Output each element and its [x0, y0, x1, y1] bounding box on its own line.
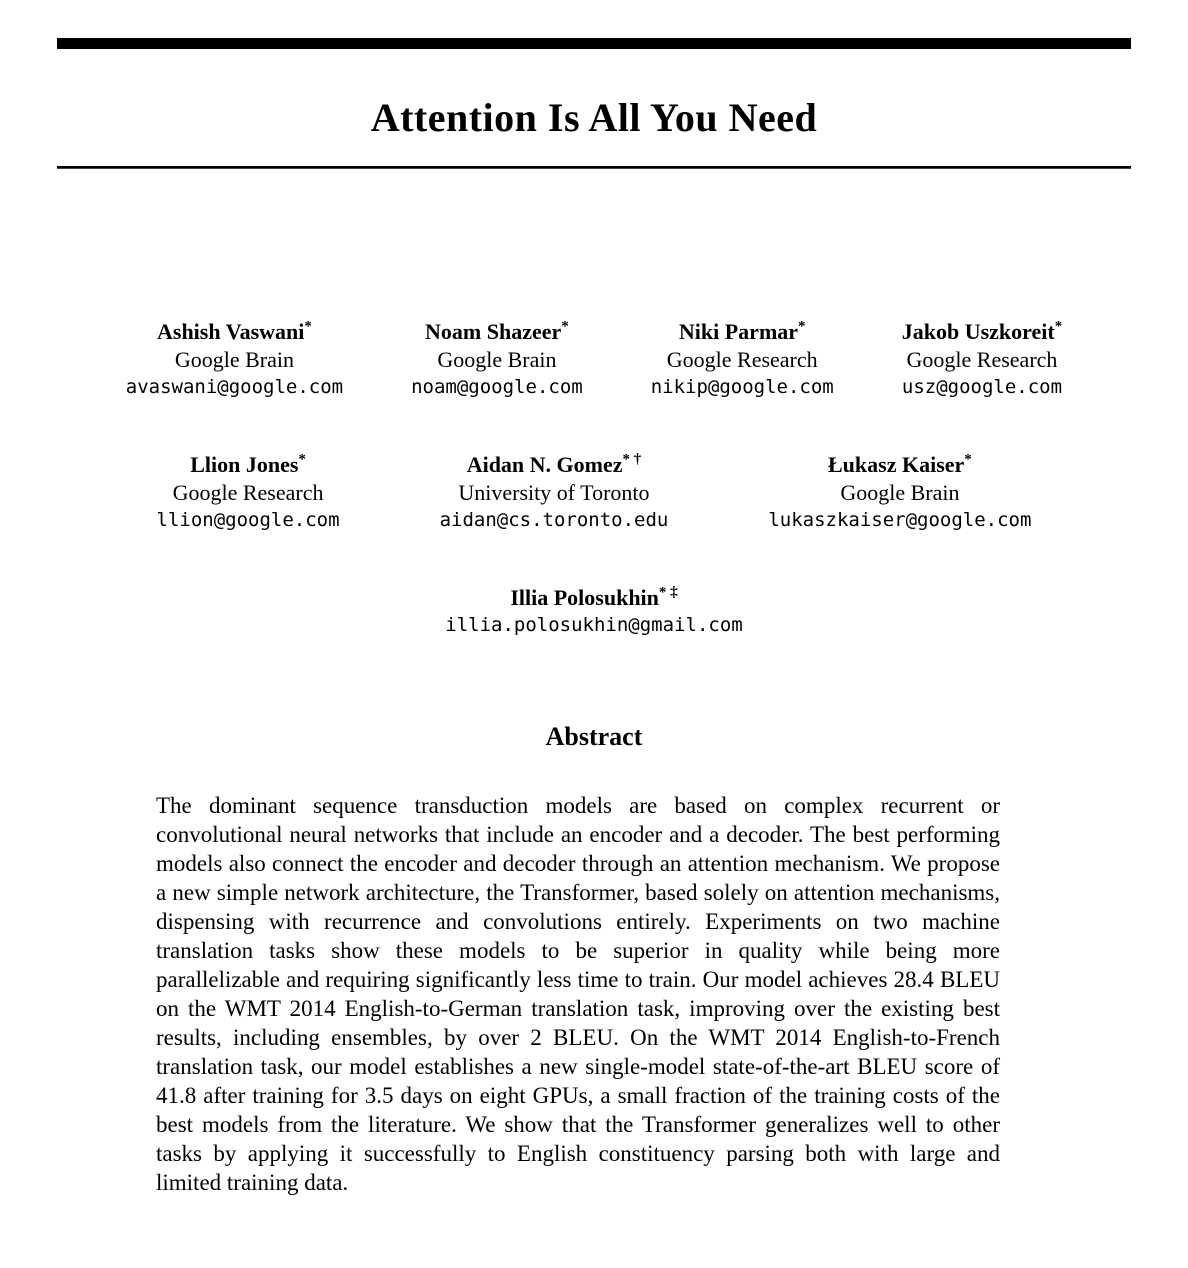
author-block-shazeer: [411, 318, 583, 401]
authors-row-3: [0, 584, 1188, 639]
author-email: noam@google.com: [411, 376, 583, 398]
author-email: illia.polosukhin@gmail.com: [445, 614, 743, 636]
footnote-mark: *: [304, 318, 312, 335]
author-block-gomez: [440, 451, 669, 534]
author-block-jones: [157, 451, 340, 534]
title-underline-rule: [57, 166, 1131, 169]
author-affiliation: Google Research: [666, 347, 818, 372]
author-affiliation: Google Brain: [174, 347, 295, 372]
author-email: avaswani@google.com: [125, 376, 344, 398]
author-name: [902, 318, 1062, 346]
author-name: [445, 584, 742, 612]
top-thick-rule: [57, 38, 1131, 49]
footnote-mark: * †: [622, 451, 642, 468]
footnote-mark: *: [1054, 318, 1063, 335]
authors-row-2: [0, 451, 1188, 534]
author-block-polosukhin: [445, 584, 742, 639]
author-name: [411, 318, 583, 346]
footnote-mark: *: [964, 451, 972, 468]
author-email: nikip@google.com: [650, 376, 834, 398]
author-name-text: Noam Shazeer: [425, 319, 562, 344]
author-affiliation: Google Research: [906, 347, 1058, 372]
author-name-text: Jakob Uszkoreit: [901, 319, 1055, 344]
author-affiliation: Google Research: [172, 480, 324, 505]
authors-row-1: [0, 318, 1188, 401]
footnote-mark: *: [798, 318, 806, 335]
author-block-parmar: [651, 318, 834, 401]
author-affiliation: University of Toronto: [458, 480, 650, 505]
author-email: llion@google.com: [156, 509, 340, 531]
author-name: [651, 318, 834, 346]
author-name-text: Illia Polosukhin: [510, 585, 659, 610]
author-email: lukaszkaiser@google.com: [768, 509, 1032, 531]
author-name-text: Łukasz Kaiser: [828, 452, 965, 477]
author-block-kaiser: [768, 451, 1031, 534]
footnote-mark: *: [298, 451, 306, 468]
paper-title: Attention Is All You Need: [370, 95, 818, 140]
author-name-text: Ashish Vaswani: [157, 319, 305, 344]
footnote-mark: * ‡: [658, 584, 678, 601]
author-name-text: Aidan N. Gomez: [466, 452, 623, 477]
author-name: [157, 451, 340, 479]
author-name: [126, 318, 343, 346]
abstract-heading: Abstract: [545, 722, 643, 751]
abstract-text: The dominant sequence transduction models are based on complex recurrent or convolutional neural networks that include an encoder and a decoder. The best performing models also connect the encoder and decoder through an attention mechanism. We propose a new simple network architecture, the Transformer, based solely on attention mechanisms, dispensing with recurrence and convolutions entirely. Experiments on two machine translation tasks show these models to be superior in quality while being more parallelizable and requiring significantly less time to train. Our model achieves 28.4 BLEU on the WMT 2014 English-to-German translation task, improving over the existing best results, including ensembles, by over 2 BLEU. On the WMT 2014 English-to-French translation task, our model establishes a new single-model state-of-the-art BLEU score of 41.8 after training for 3.5 days on eight GPUs, a small fraction of the training costs of the best models from the literature. We show that the Transformer generalizes well to other tasks by applying it successfully to English constituency parsing both with large and limited training data.: [156, 793, 1000, 1195]
author-email: aidan@cs.toronto.edu: [439, 509, 669, 531]
footnote-mark: *: [561, 318, 569, 335]
author-name: [440, 451, 669, 479]
author-block-vaswani: [126, 318, 343, 401]
author-name: [768, 451, 1031, 479]
author-affiliation: Google Brain: [437, 347, 557, 372]
author-name-text: Niki Parmar: [678, 319, 799, 344]
author-name-text: Llion Jones: [190, 452, 299, 477]
author-email: usz@google.com: [901, 376, 1063, 398]
author-affiliation: Google Brain: [840, 480, 960, 505]
author-block-uszkoreit: [902, 318, 1062, 401]
